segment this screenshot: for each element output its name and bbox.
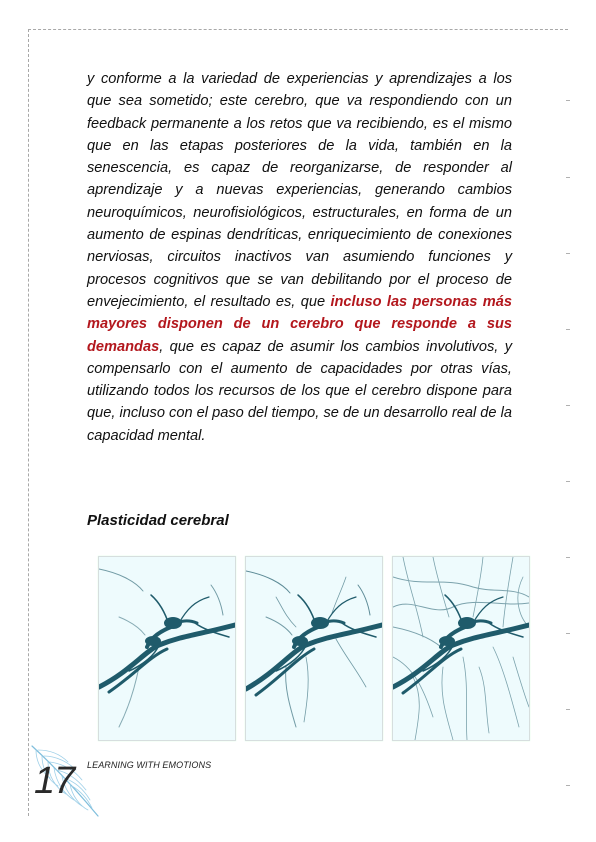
crop-mark	[566, 177, 570, 178]
crop-mark	[566, 481, 570, 482]
footer-label: LEARNING WITH EMOTIONS	[87, 760, 212, 770]
neuron-dense-illustration	[392, 556, 530, 741]
neuron-medium-image	[246, 557, 382, 740]
section-title: Plasticidad cerebral	[87, 512, 229, 529]
page-frame-left	[28, 29, 29, 816]
page-number: 17	[34, 760, 75, 802]
crop-mark	[566, 329, 570, 330]
paragraph-intro: y conforme a la variedad de experiencias y aprendizajes a los que sea sometido; este cerebro, que va respondiendo con un feedback permanente a los retos que va recibiendo, es el mismo que en las etapas posteriores de la vida, también en la senescencia, es capaz de reorganizarse, de responder al aprendizaje y a nuevas experiencias, generando cambios neuroquímicos, neurofisiológicos, estructurales, en forma de un aumento de espinas dendríticas, enriquecimiento de conexiones nerviosas, circuitos inactivos van asumiendo funciones y procesos cognitivos que se van debilitando por el proceso de envejecimiento, el resultado es, que	[87, 71, 512, 310]
neuron-sparse-image	[99, 557, 235, 740]
crop-mark	[566, 633, 570, 634]
paragraph-highlight: incluso las personas más mayores disponen de un cerebro que responde a sus demandas	[87, 293, 512, 355]
crop-mark	[566, 557, 570, 558]
crop-mark	[566, 405, 570, 406]
neuron-medium-illustration	[245, 556, 383, 741]
paragraph-outro: , que es capaz de asumir los cambios involutivos, y compensarlo con el aumento de capacidades por otras vías, utilizando todos los recursos de los que el cerebro dispone para que, incluso con el paso del tiempo, se de un desarrollo real de la capacidad mental.	[87, 338, 512, 444]
crop-mark	[566, 785, 570, 786]
crop-mark	[566, 709, 570, 710]
page-frame-top	[28, 29, 568, 30]
neuron-dense-image	[393, 557, 529, 740]
crop-mark	[566, 253, 570, 254]
crop-mark	[566, 100, 570, 101]
neuron-sparse-illustration	[98, 556, 236, 741]
plasticity-figure	[98, 556, 528, 740]
body-paragraph	[87, 68, 512, 447]
